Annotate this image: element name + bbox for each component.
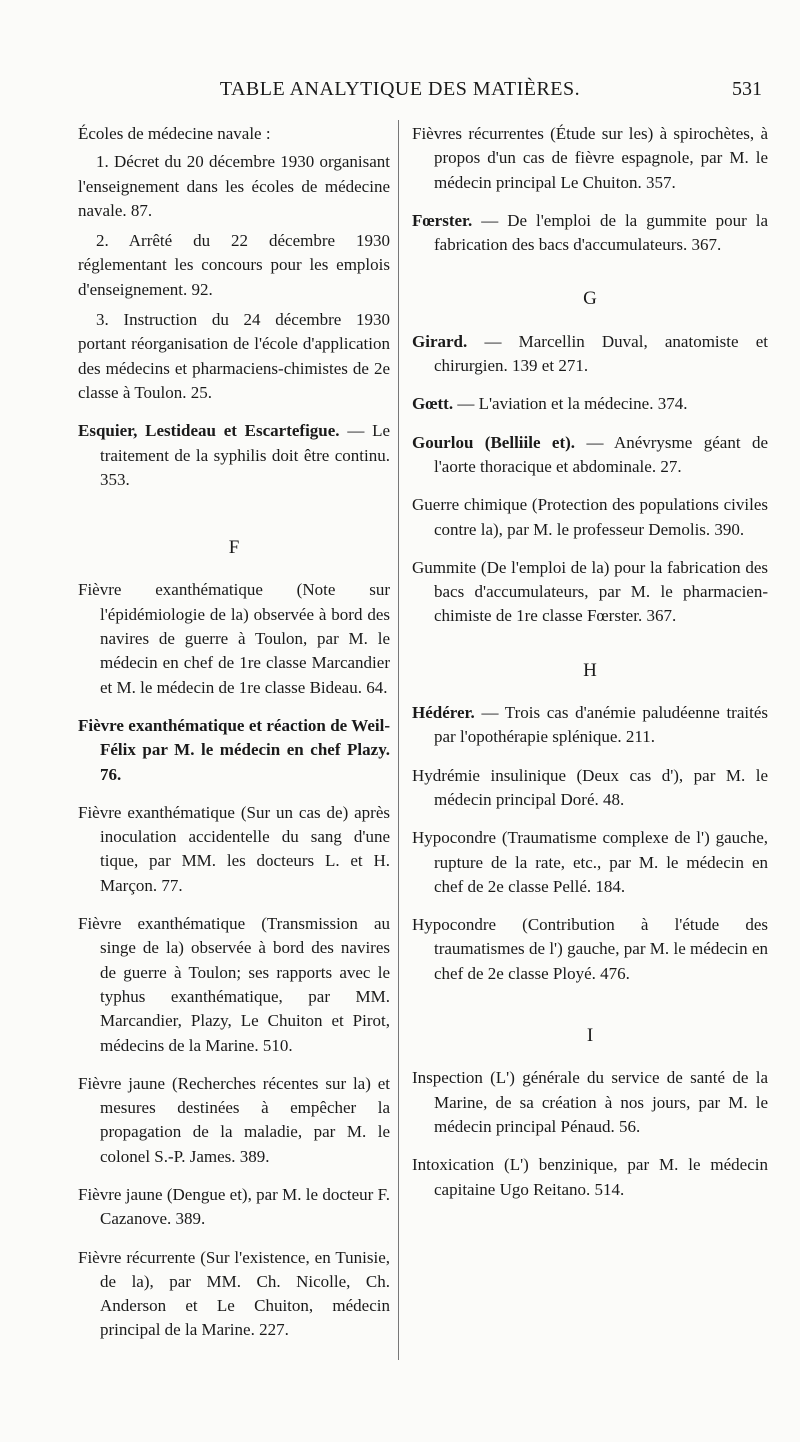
index-entry: Hydrémie insulinique (Deux cas d'), par M. le médecin principal Doré. 48. xyxy=(412,765,768,809)
index-subentry: 3. Instruction du 24 décembre 1930 portant réorganisation de l'école d'application des médecins et pharmaciens-chimistes de 2e classe à Toulon. 25. xyxy=(78,310,390,402)
author-name: Esquier, Lestideau et Escartefigue. xyxy=(78,421,340,441)
section-letter: F xyxy=(228,537,240,559)
entry-text: — Le traitement de la syphilis doit être continu. 353. xyxy=(100,421,390,489)
index-entry: Fièvre exanthématique (Transmission au singe de la) observée à bord des navires de guerre à Toulon; ses rapports avec le typhus exanthématique, par MM. Marcandier, Plazy, Le Chuiton et Pirot, médecins de la Marine. 510. xyxy=(78,914,390,1055)
index-subentry: 1. Décret du 20 décembre 1930 organisant l'enseignement dans les écoles de médecine navale. 87. xyxy=(78,152,390,220)
index-entry: Gummite (De l'emploi de la) pour la fabrication des bacs d'accumulateurs, par M. le pharmacien-chimiste de 1re classe Fœrster. 367. xyxy=(412,557,768,626)
index-entry: Fièvre exanthématique et réaction de Weil-Félix par M. le médecin en chef Plazy. 76. xyxy=(78,715,390,784)
index-entry xyxy=(412,330,768,379)
index-subentry: 2. Arrêté du 22 décembre 1930 réglementant les concours pour les emplois d'enseignement. 92. xyxy=(78,231,390,299)
entry-text: — De l'emploi de la gummite pour la fabrication des bacs d'accumulateurs. 367. xyxy=(434,210,768,255)
index-entry: Intoxication (L') benzinique, par M. le médecin capitaine Ugo Reitano. 514. xyxy=(412,1155,768,1199)
index-entry: Écoles de médecine navale : xyxy=(78,124,271,143)
author-name: Girard. xyxy=(412,331,468,351)
index-entry: Hypocondre (Contribution à l'étude des traumatismes de l') gauche, par M. le médecin en chef de 2e classe Ployé. 476. xyxy=(412,915,768,983)
index-entry: Fièvres récurrentes (Étude sur les) à spirochètes, à propos d'un cas de fièvre espagnole, par M. le médecin principal Le Chuiton. 357. xyxy=(412,124,768,192)
index-entry: Fièvre récurrente (Sur l'existence, en Tunisie, de la), par MM. Ch. Nicolle, Ch. Anderson et Le Chuiton, médecin principal de la Marine. 227. xyxy=(78,1247,390,1340)
entry-text: — L'aviation et la médecine. 374. xyxy=(453,394,688,414)
index-entry: Inspection (L') générale du service de santé de la Marine, de sa création à nos jours, par M. le médecin principal Pénaud. 56. xyxy=(412,1068,768,1136)
index-entry: Fièvre jaune (Dengue et), par M. le docteur F. Cazanove. 389. xyxy=(78,1184,390,1229)
author-name: Hédérer. xyxy=(412,703,475,723)
section-letter: G xyxy=(583,288,597,310)
author-name: Gœtt. xyxy=(412,394,454,414)
index-entry: Guerre chimique (Protection des populations civiles contre la), par M. le professeur Demolis. 390. xyxy=(412,495,768,539)
column-divider xyxy=(398,120,399,1360)
section-letter: H xyxy=(583,659,597,681)
author-name: Gourlou (Belliile et). xyxy=(412,432,576,452)
index-entry xyxy=(412,431,768,480)
index-entry xyxy=(412,392,768,416)
index-entry: Hypocondre (Traumatisme complexe de l') gauche, rupture de la rate, etc., par M. le médecin en chef de 2e classe Pellé. 184. xyxy=(412,828,768,896)
index-entry: Fièvre exanthématique (Note sur l'épidémiologie de la) observée à bord des navires de guerre à Toulon, par M. le médecin en chef de 1re classe Marcandier et M. le médecin de 1re classe Bideau. 64. xyxy=(78,580,390,697)
right-column xyxy=(412,122,768,1216)
author-name: Fœrster. xyxy=(412,210,473,230)
page-number: 531 xyxy=(732,78,762,100)
section-letter: I xyxy=(586,1025,594,1047)
entry-text: — Marcellin Duval, anatomiste et chirurgien. 139 et 271. xyxy=(434,331,768,376)
page-header xyxy=(0,78,800,114)
index-entry xyxy=(412,701,768,750)
index-entry: Fièvre jaune (Recherches récentes sur la) et mesures destinées à empêcher la propagation de la maladie, par M. le colonel S.-P. James. 389. xyxy=(78,1073,390,1166)
index-entry xyxy=(412,209,768,258)
index-entry: Fièvre exanthématique (Sur un cas de) après inoculation accidentelle du sang d'une tique, par MM. les docteurs L. et H. Marçon. 77. xyxy=(78,802,390,895)
entry-text: — Trois cas d'anémie paludéenne traités par l'opothérapie splénique. 211. xyxy=(434,703,768,747)
page-title: TABLE ANALYTIQUE DES MATIÈRES. xyxy=(219,78,581,100)
index-entry xyxy=(78,419,390,492)
left-column xyxy=(78,122,390,1357)
entry-text: — Anévrysme géant de l'aorte thoracique et abdominale. 27. xyxy=(434,432,768,476)
